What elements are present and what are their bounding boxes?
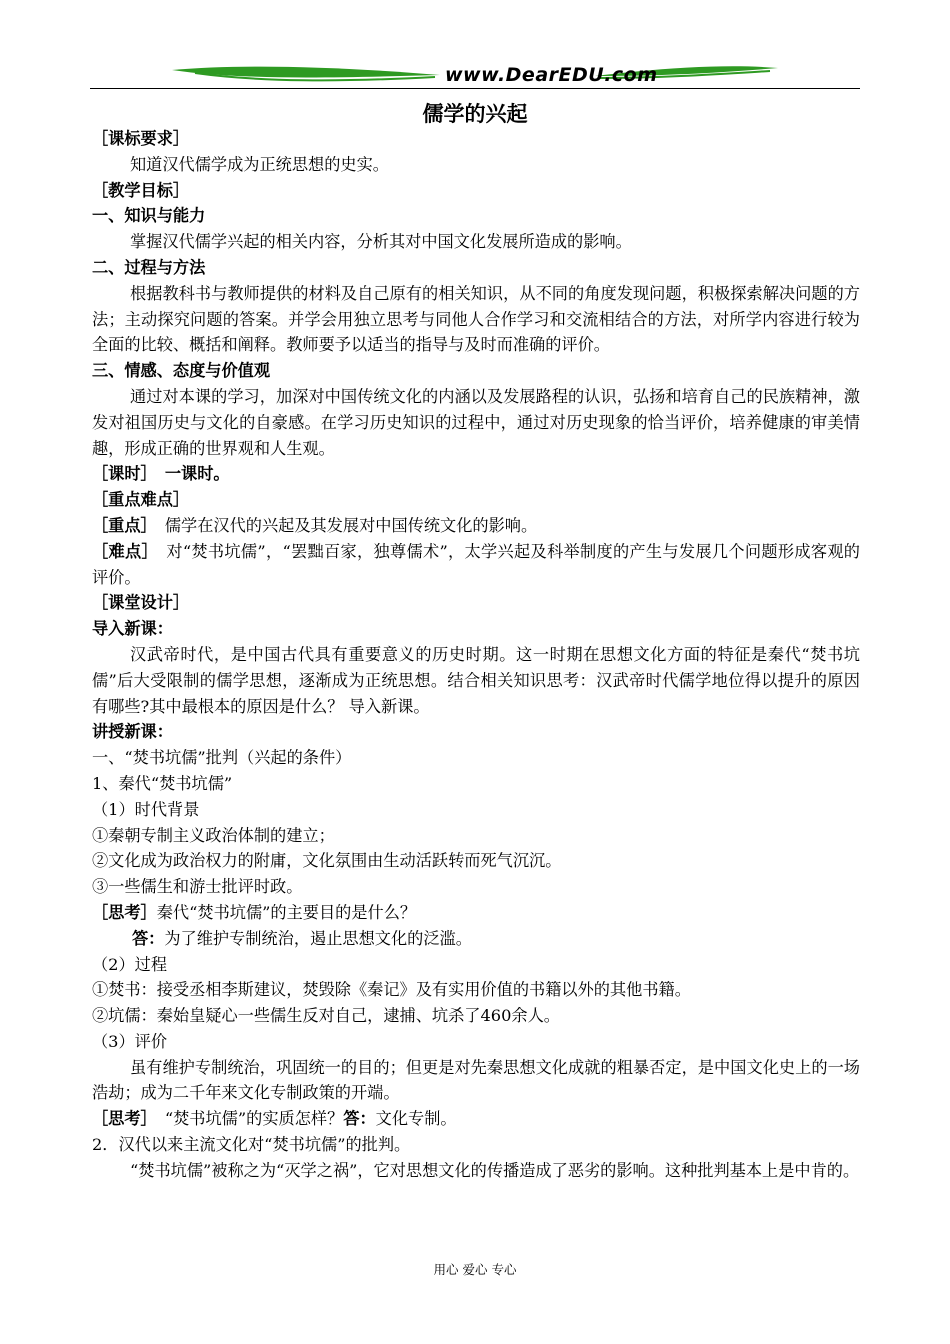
paragraph: ②坑儒：秦始皇疑心一些儒生反对自己，逮捕、坑杀了460余人。 (92, 1006, 560, 1026)
bold-label: ［难点］ (92, 541, 150, 561)
bold-label: ［重点］ (92, 515, 149, 535)
paragraph: ［教学目标］ (92, 180, 190, 200)
paragraph: 讲授新课： (92, 722, 173, 742)
paragraph: （2）过程 (92, 954, 168, 974)
paragraph: ［重点难点］ (92, 490, 190, 510)
paragraph: “焚书坑儒”被称之为“灭学之祸”，它对思想文化的传播造成了恶劣的影响。这种批判基本上是中肯的。 (130, 1160, 860, 1180)
paragraph: 根据教科书与教师提供的材料及自己原有的相关知识，从不同的角度发现问题，积极探索解决问题的方法；主动探究问题的答案。并学会用独立思考与同他人合作学习和交流相结合的方法，对所学内容进行较为全面的比较、概括和阐释。教师要予以适当的指导与及时而准确的评价。 (92, 283, 860, 355)
paragraph: ［课标要求］ (92, 129, 190, 148)
paragraph: 三、情感、态度与价值观 (92, 361, 271, 381)
paragraph: 一、知识与能力 (92, 206, 206, 226)
bold-label: ［思考］ (92, 1109, 149, 1129)
paragraph: 掌握汉代儒学兴起的相关内容，分析其对中国文化发展所造成的影响。 (130, 232, 632, 252)
paragraph: 2．汉代以来主流文化对“焚书坑儒”的批判。 (92, 1135, 411, 1155)
paragraph: 1、秦代“焚书坑儒” (92, 773, 233, 793)
paragraph: ③一些儒生和游士批评时政。 (92, 877, 303, 897)
paragraph: 汉武帝时代，是中国古代具有重要意义的历史时期。这一时期在思想文化方面的特征是秦代“焚书坑儒”后大受限制的儒学思想，逐渐成为正统思想。结合相关知识思考：汉武帝时代儒学地位得以提升的原因有哪些?其中最根本的原因是什么？ 导入新课。 (92, 644, 860, 716)
paragraph (92, 1106, 860, 1132)
page-footer: 用心 爱心 专心 (433, 1262, 517, 1277)
paragraph: ［课时］ 一课时。 (92, 464, 230, 484)
paragraph: ②文化成为政治权力的附庸，文化氛围由生动活跃转而死气沉沉。 (92, 851, 562, 871)
paragraph: （1）时代背景 (92, 799, 200, 819)
paragraph-text: “焚书坑儒”的实质怎样？ (148, 1109, 344, 1129)
bold-label: 答： (343, 1109, 376, 1129)
header-divider (90, 88, 860, 89)
site-logo-text: www.DearEDU.com (445, 64, 658, 86)
paragraph (92, 926, 860, 952)
paragraph: ①秦朝专制主义政治体制的建立； (92, 825, 335, 845)
paragraph: ①焚书：接受丞相李斯建议，焚毁除《秦记》及有实用价值的书籍以外的其他书籍。 (92, 980, 691, 1000)
paragraph-text: 文化专制。 (375, 1109, 457, 1129)
paragraph-text: 秦代“焚书坑儒”的主要目的是什么？ (156, 902, 417, 922)
paragraph: （3）评价 (92, 1031, 168, 1051)
paragraph (92, 539, 860, 591)
paragraph: ［课堂设计］ (92, 593, 190, 613)
paragraph: 二、过程与方法 (92, 257, 206, 277)
bold-label: 答： (132, 928, 165, 948)
document-body (92, 126, 860, 1184)
site-header-banner (90, 58, 860, 90)
paragraph: 通过对本课的学习，加深对中国传统文化的内涵以及发展路程的认识，弘扬和培育自己的民族精神，激发对祖国历史与文化的自豪感。在学习历史知识的过程中，通过对历史现象的恰当评价，培养健康的审美情趣，形成正确的世界观和人生观。 (92, 386, 860, 458)
page-title: 儒学的兴起 (422, 102, 528, 126)
paragraph-text: 儒学在汉代的兴起及其发展对中国传统文化的影响。 (148, 515, 538, 535)
paragraph: 一、“焚书坑儒”批判（兴起的条件） (92, 748, 352, 768)
paragraph: 虽有维护专制统治，巩固统一的目的；但更是对先秦思想文化成就的粗暴否定，是中国文化史上的一场浩劫；成为二千年来文化专制政策的开端。 (92, 1057, 860, 1103)
bold-label: ［思考］ (92, 902, 157, 922)
paragraph-text: 对“焚书坑儒”，“罢黜百家，独尊儒术”，太学兴起及科举制度的产生与发展几个问题形成客观的评价。 (92, 541, 860, 587)
paragraph-text: 为了维护专制统治，遏止思想文化的泛滥。 (164, 928, 472, 948)
paragraph (92, 513, 860, 539)
paragraph: 导入新课： (92, 619, 173, 639)
paragraph: 知道汉代儒学成为正统思想的史实。 (130, 154, 389, 174)
paragraph (92, 900, 860, 926)
